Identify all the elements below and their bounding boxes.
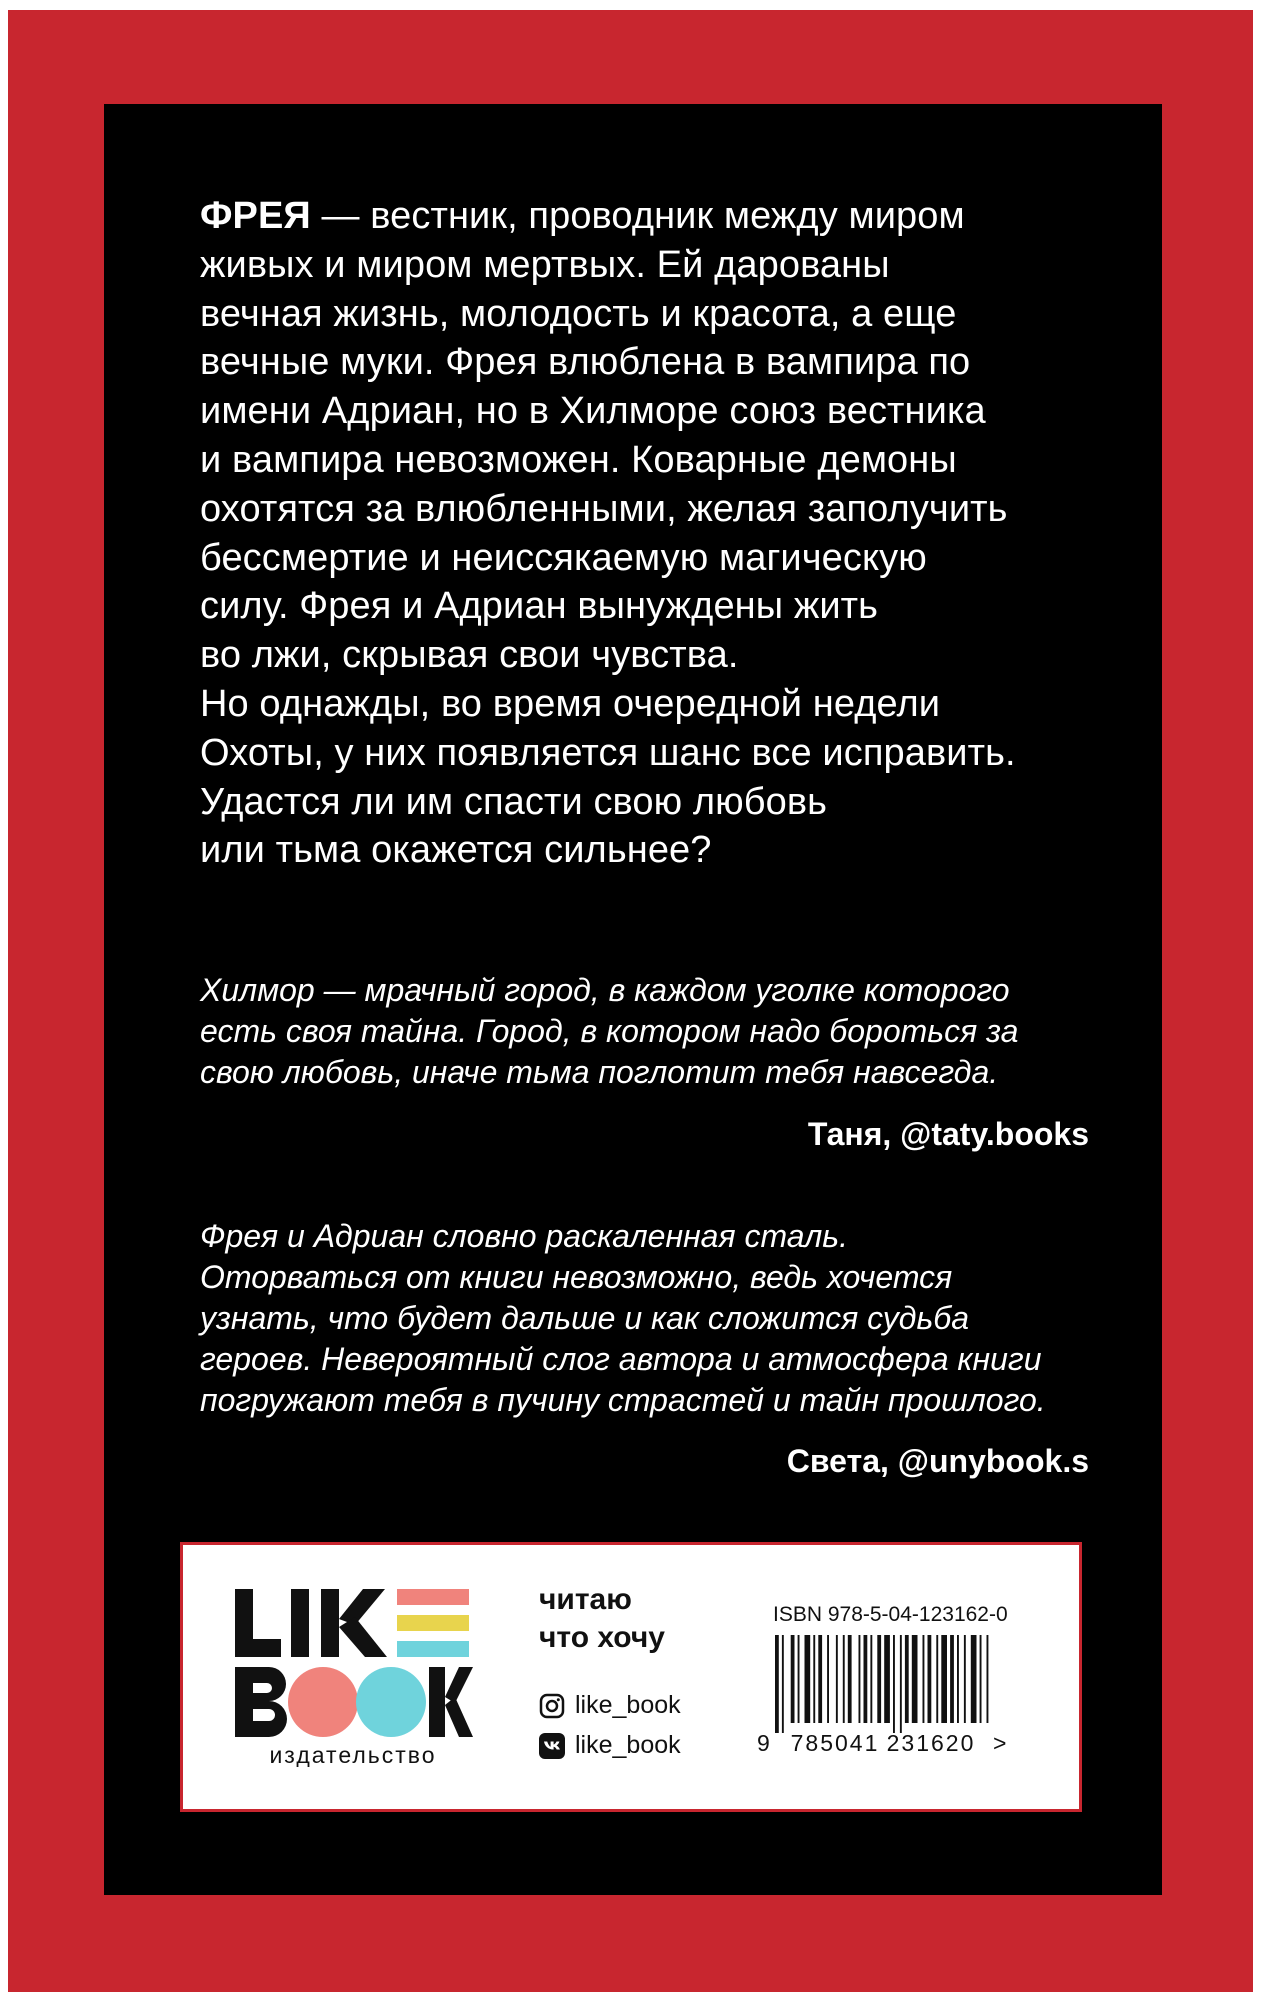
barcode-bar [900, 1635, 902, 1733]
instagram-handle[interactable]: like_book [575, 1691, 681, 1719]
barcode-bar [805, 1635, 811, 1723]
synopsis-line: вечная жизнь, молодость и красота, а еще [200, 292, 957, 335]
barcode-bar [950, 1635, 954, 1723]
instagram-link[interactable] [539, 1691, 681, 1720]
barcode-bar [928, 1635, 932, 1723]
synopsis-line: Охоты, у них появляется шанс все исправить. [200, 731, 1016, 774]
synopsis-line: Удастся ли им спасти свою любовь [200, 780, 828, 823]
instagram-icon [539, 1693, 565, 1719]
barcode-bar [893, 1635, 895, 1733]
review-quote-2 [200, 1216, 1100, 1421]
likebook-logo [233, 1587, 473, 1767]
barcode-bar [859, 1635, 861, 1723]
review-line: Хилмор — мрачный город, в каждом уголке которого [200, 972, 1010, 1008]
vk-handle[interactable]: like_book [575, 1731, 681, 1759]
synopsis-line: живых и миром мертвых. Ей дарованы [200, 243, 890, 286]
barcode-bars [775, 1635, 988, 1733]
synopsis-line: имени Адриан, но в Хилморе союз вестника [200, 390, 986, 433]
barcode-bar [971, 1635, 977, 1723]
synopsis-line: охотятся за влюбленными, желая заполучить [200, 487, 1008, 530]
publisher-info-box [180, 1542, 1082, 1812]
synopsis-line: Но однажды, во время очередной недели [200, 682, 941, 725]
barcode-bar [912, 1635, 918, 1723]
synopsis-lead: ФРЕЯ [200, 195, 311, 237]
review-line: погружают тебя в пучину страстей и тайн прошлого. [200, 1382, 1046, 1418]
review-author-1: Таня, @taty.books [807, 1116, 1089, 1152]
barcode-quiet-mark: > [993, 1730, 1007, 1755]
tagline-line-1: читаю [539, 1583, 632, 1616]
logo-subtitle: издательство [269, 1742, 437, 1767]
barcode-bar [798, 1635, 800, 1723]
barcode-bar [987, 1635, 989, 1723]
barcode-bar [877, 1635, 881, 1723]
review-line: Оторваться от книги невозможно, ведь хочется [200, 1259, 953, 1295]
vk-link[interactable] [539, 1731, 681, 1760]
synopsis-line-0: ФРЕЯ — вестник, проводник между миром [200, 195, 965, 237]
tagline-line-2: что хочу [539, 1621, 665, 1654]
review-line: героев. Невероятный слог автора и атмосфера книги [200, 1341, 1042, 1377]
barcode-bar [870, 1635, 872, 1723]
synopsis [200, 192, 1100, 875]
synopsis-line: и вампира невозможен. Коварные демоны [200, 438, 957, 481]
synopsis-line: бессмертие и неиссякаемую магическую [200, 536, 927, 579]
barcode-bar [848, 1635, 852, 1723]
vk-icon [539, 1733, 565, 1759]
review-quote-1 [200, 970, 1100, 1093]
barcode-bar [964, 1635, 966, 1723]
barcode-digit-first: 9 [757, 1730, 770, 1755]
barcode-bar [836, 1635, 838, 1723]
synopsis-line: силу. Фрея и Адриан вынуждены жить [200, 585, 879, 628]
barcode-bar [827, 1635, 829, 1723]
barcode-bar [905, 1635, 909, 1723]
barcode-bar [941, 1635, 947, 1723]
barcode-bar [923, 1635, 925, 1723]
review-line: свою любовь, иначе тьма поглотит тебя навсегда. [200, 1054, 999, 1090]
barcode-bar [936, 1635, 938, 1723]
barcode-bar [864, 1635, 868, 1723]
isbn-label: ISBN 978-5-04-123162-0 [773, 1603, 1008, 1626]
review-line: Фрея и Адриан словно раскаленная сталь. [200, 1218, 848, 1254]
barcode-bar [782, 1635, 784, 1733]
barcode-bar [818, 1635, 822, 1723]
synopsis-line: или тьма окажется сильнее? [200, 829, 712, 872]
barcode-digits-left: 785041 [790, 1730, 880, 1755]
barcode-digits-right: 231620 [886, 1730, 976, 1755]
barcode-bar [843, 1635, 845, 1723]
tagline [539, 1581, 665, 1657]
synopsis-line: вечные муки. Фрея влюблена в вампира по [200, 341, 971, 384]
synopsis-line: во лжи, скрывая свои чувства. [200, 634, 739, 677]
review-line: узнать, что будет дальше и как сложится судьба [200, 1300, 970, 1336]
review-author-2: Света, @unybook.s [786, 1443, 1089, 1479]
barcode-bar [775, 1635, 779, 1733]
barcode [755, 1633, 1015, 1755]
review-line: есть своя тайна. Город, в котором надо бороться за [200, 1013, 1019, 1049]
barcode-bar [791, 1635, 795, 1723]
barcode-bar [980, 1635, 982, 1723]
barcode-bar [957, 1635, 959, 1723]
barcode-bar [884, 1635, 890, 1723]
barcode-bar [813, 1635, 815, 1723]
